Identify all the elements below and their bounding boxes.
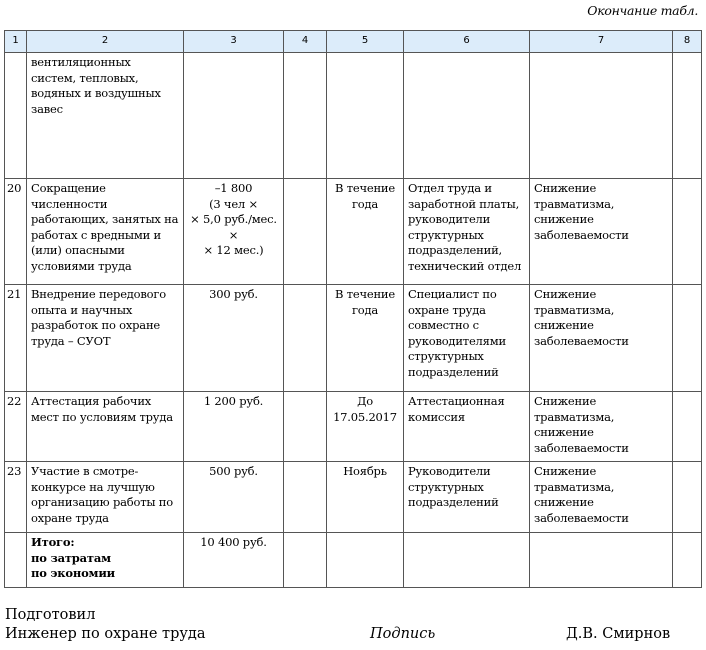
term-cell: В течение года <box>327 285 404 392</box>
cost-cell: –1 800 (3 чел × × 5,0 руб./мес. × × 12 мес.) <box>184 179 284 285</box>
signature-placeholder: Подпись <box>370 626 436 642</box>
responsible-cell: Аттестационная комиссия <box>404 392 530 462</box>
effect-cell: Снижение травматизма, снижение заболеваемости <box>530 179 673 285</box>
header-cell: 8 <box>673 31 702 53</box>
cost-cell: 300 руб. <box>184 285 284 392</box>
total-title: Итого: <box>31 535 75 549</box>
effect-cell: Снижение травматизма, снижение заболеваемости <box>530 392 673 462</box>
continuation-label: Окончание табл. <box>587 3 698 18</box>
term-cell: Ноябрь <box>327 462 404 533</box>
table-row <box>5 179 702 285</box>
cost-cell: 500 руб. <box>184 462 284 533</box>
author-position: Инженер по охране труда <box>5 626 206 642</box>
cost-cell <box>184 53 284 179</box>
responsible-cell <box>404 53 530 179</box>
column-8-cell <box>673 53 702 179</box>
column-4-cell <box>284 53 327 179</box>
measures-table <box>4 30 702 588</box>
term-cell: В течение года <box>327 179 404 285</box>
column-8-cell <box>673 462 702 533</box>
column-4-cell <box>284 179 327 285</box>
table-row <box>5 53 702 179</box>
responsible-cell: Руководители структурных подразделений <box>404 462 530 533</box>
measure-cell: Сокращение численности работающих, занятых на работах с вредными и (или) опасными условиями труда <box>27 179 184 285</box>
column-4-cell <box>284 392 327 462</box>
total-savings-label: по экономии <box>31 566 116 580</box>
term-cell <box>327 53 404 179</box>
measure-cell: вентиляционных систем, тепловых, водяных и воздушных завес <box>27 53 184 179</box>
row-number: 22 <box>5 392 27 462</box>
total-label <box>27 533 184 588</box>
cost-cell: 1 200 руб. <box>184 392 284 462</box>
effect-cell <box>530 53 673 179</box>
header-cell: 1 <box>5 31 27 53</box>
header-cell: 6 <box>404 31 530 53</box>
effect-cell: Снижение травматизма, снижение заболеваемости <box>530 462 673 533</box>
table-row <box>5 285 702 392</box>
signature-block <box>5 606 695 644</box>
row-number <box>5 53 27 179</box>
term-cell: До 17.05.2017 <box>327 392 404 462</box>
total-costs-label: по затратам <box>31 550 111 565</box>
author-name: Д.В. Смирнов <box>566 626 671 642</box>
measure-cell: Внедрение передового опыта и научных разработок по охране труда – СУОТ <box>27 285 184 392</box>
header-cell: 3 <box>184 31 284 53</box>
total-cost-value: 10 400 руб. <box>184 533 284 588</box>
measure-cell: Аттестация рабочих мест по условиям труда <box>27 392 184 462</box>
column-4-cell <box>284 462 327 533</box>
row-number: 20 <box>5 179 27 285</box>
header-cell: 7 <box>530 31 673 53</box>
responsible-cell: Специалист по охране труда совместно с руководителями структурных подразделений <box>404 285 530 392</box>
column-8-cell <box>673 285 702 392</box>
effect-cell: Снижение травматизма, снижение заболеваемости <box>530 285 673 392</box>
column-8-cell <box>673 392 702 462</box>
measure-cell: Участие в смотре-конкурсе на лучшую организацию работы по охране труда <box>27 462 184 533</box>
table-row <box>5 392 702 462</box>
header-row <box>5 31 702 53</box>
column-4-cell <box>284 285 327 392</box>
header-cell: 4 <box>284 31 327 53</box>
header-cell: 5 <box>327 31 404 53</box>
table-row <box>5 462 702 533</box>
row-number: 23 <box>5 462 27 533</box>
prepared-by-label: Подготовил <box>5 607 96 623</box>
header-cell: 2 <box>27 31 184 53</box>
column-8-cell <box>673 179 702 285</box>
responsible-cell: Отдел труда и заработной платы, руководители структурных подразделений, технический отдел <box>404 179 530 285</box>
total-row <box>5 533 702 588</box>
row-number: 21 <box>5 285 27 392</box>
